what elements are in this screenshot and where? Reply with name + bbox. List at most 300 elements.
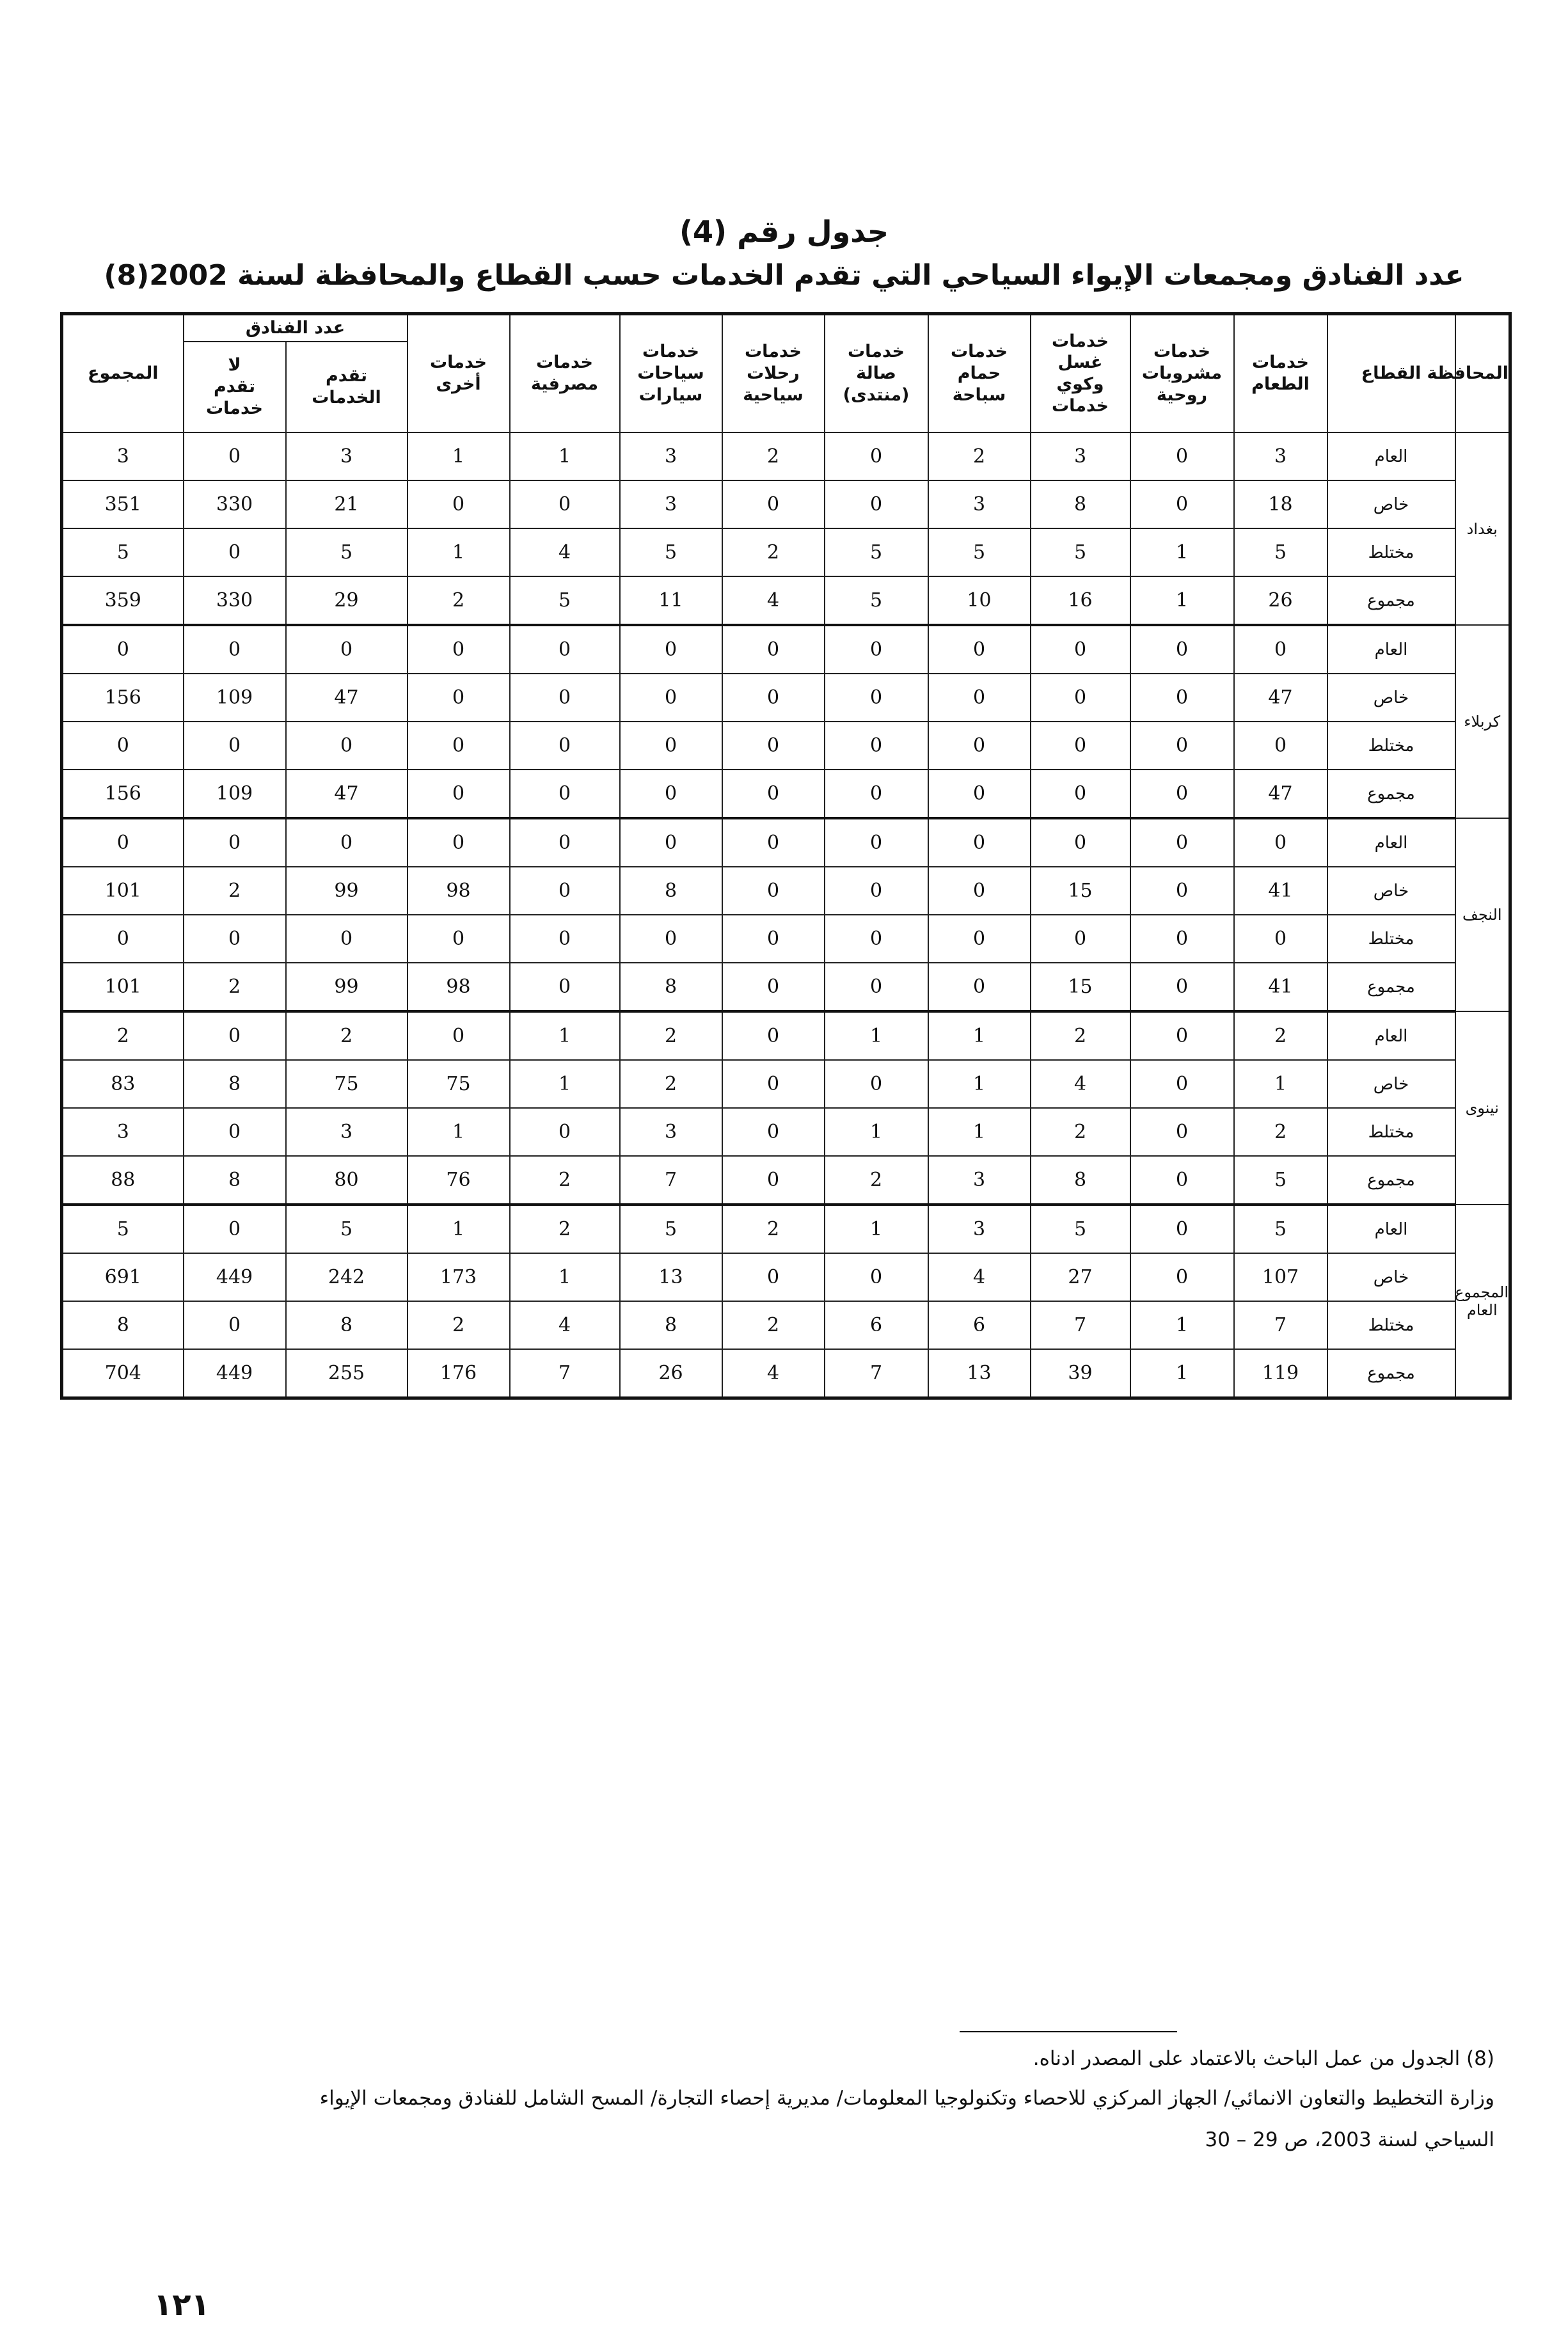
value-cell: 0	[510, 770, 620, 818]
value-cell: 0	[1031, 915, 1130, 963]
value-cell: 2	[928, 432, 1031, 480]
value-cell: 1	[408, 1108, 510, 1156]
value-cell: 2	[184, 963, 286, 1011]
value-cell: 5	[1031, 1205, 1130, 1253]
value-cell: 8	[620, 963, 722, 1011]
value-cell: 0	[825, 818, 928, 867]
value-cell: 4	[928, 1253, 1031, 1301]
value-cell: 449	[184, 1253, 286, 1301]
value-cell: 1	[1130, 576, 1234, 625]
value-cell: 2	[1031, 1011, 1130, 1060]
value-cell: 99	[286, 963, 408, 1011]
value-cell: 5	[825, 528, 928, 576]
page-number: ١٢١	[154, 2287, 210, 2323]
header-line: خدمات	[642, 342, 700, 362]
value-cell: 75	[286, 1060, 408, 1108]
header-line: أخرى	[436, 374, 481, 394]
value-cell: 2	[620, 1011, 722, 1060]
value-cell: 1	[825, 1205, 928, 1253]
value-cell: 330	[184, 480, 286, 528]
value-cell: 5	[825, 576, 928, 625]
table-number: جدول رقم (4)	[679, 214, 889, 249]
value-cell: 3	[286, 432, 408, 480]
value-cell: 101	[62, 867, 184, 915]
value-cell: 4	[510, 1301, 620, 1349]
value-cell: 3	[620, 1108, 722, 1156]
value-cell: 41	[1234, 867, 1327, 915]
sector-cell: العام	[1327, 1205, 1455, 1253]
value-cell: 0	[1130, 432, 1234, 480]
governorate-cell: بغداد	[1455, 432, 1510, 625]
value-cell: 80	[286, 1156, 408, 1205]
value-cell: 0	[1130, 1156, 1234, 1205]
value-cell: 0	[722, 1156, 825, 1205]
sector-cell: خاص	[1327, 1060, 1455, 1108]
sector-cell: مختلط	[1327, 722, 1455, 770]
value-cell: 5	[286, 1205, 408, 1253]
value-cell: 0	[928, 770, 1031, 818]
value-cell: 0	[928, 818, 1031, 867]
value-cell: 1	[510, 1253, 620, 1301]
value-cell: 10	[928, 576, 1031, 625]
value-cell: 47	[286, 674, 408, 722]
value-cell: 0	[408, 915, 510, 963]
value-cell: 0	[1130, 963, 1234, 1011]
value-cell: 2	[1234, 1011, 1327, 1060]
value-cell: 2	[1031, 1108, 1130, 1156]
sector-cell: مجموع	[1327, 963, 1455, 1011]
value-cell: 156	[62, 674, 184, 722]
sector-cell: خاص	[1327, 867, 1455, 915]
header-governorate: المحافظة	[1455, 314, 1510, 433]
table-row	[62, 625, 1510, 674]
value-cell: 119	[1234, 1349, 1327, 1398]
value-cell: 0	[286, 722, 408, 770]
value-cell: 1	[408, 1205, 510, 1253]
table-header	[62, 314, 1510, 433]
sector-cell: مجموع	[1327, 770, 1455, 818]
value-cell: 0	[722, 480, 825, 528]
sector-cell: العام	[1327, 432, 1455, 480]
table-row	[62, 1205, 1510, 1253]
value-cell: 7	[1234, 1301, 1327, 1349]
value-cell: 0	[825, 625, 928, 674]
header-line: خدمات	[1153, 342, 1211, 362]
header-line: خدمات	[535, 352, 594, 373]
header-line: سباحة	[952, 384, 1006, 405]
value-cell: 330	[184, 576, 286, 625]
sector-cell: مجموع	[1327, 576, 1455, 625]
value-cell: 0	[1130, 1253, 1234, 1301]
value-cell: 88	[62, 1156, 184, 1205]
value-cell: 1	[825, 1108, 928, 1156]
hotels-services-table	[60, 312, 1512, 1400]
value-cell: 3	[62, 432, 184, 480]
sector-cell: خاص	[1327, 480, 1455, 528]
value-cell: 0	[184, 528, 286, 576]
value-cell: 8	[1031, 1156, 1130, 1205]
value-cell: 1	[825, 1011, 928, 1060]
value-cell: 0	[184, 1301, 286, 1349]
table-row	[62, 432, 1510, 480]
value-cell: 0	[620, 915, 722, 963]
header-line: خدمات	[744, 342, 802, 362]
header-total: المجموع	[62, 314, 184, 433]
value-cell: 2	[510, 1156, 620, 1205]
value-cell: 0	[62, 915, 184, 963]
table-row	[62, 915, 1510, 963]
value-cell: 0	[928, 867, 1031, 915]
value-cell: 4	[722, 576, 825, 625]
value-cell: 5	[928, 528, 1031, 576]
value-cell: 2	[408, 576, 510, 625]
value-cell: 0	[1130, 625, 1234, 674]
value-cell: 0	[510, 722, 620, 770]
header-line: خدمات	[1051, 395, 1109, 416]
value-cell: 15	[1031, 867, 1130, 915]
header-line: تقدم	[214, 377, 255, 397]
value-cell: 3	[286, 1108, 408, 1156]
value-cell: 2	[510, 1205, 620, 1253]
value-cell: 47	[1234, 770, 1327, 818]
value-cell: 26	[620, 1349, 722, 1398]
header-spirits	[1130, 314, 1234, 433]
value-cell: 0	[408, 722, 510, 770]
table-row	[62, 1060, 1510, 1108]
value-cell: 1	[1130, 1349, 1234, 1398]
value-cell: 109	[184, 770, 286, 818]
value-cell: 5	[286, 528, 408, 576]
value-cell: 0	[1130, 1108, 1234, 1156]
table-row	[62, 1156, 1510, 1205]
header-food	[1234, 314, 1327, 433]
header-line: وكوي	[1056, 374, 1104, 394]
value-cell: 0	[184, 432, 286, 480]
table-row	[62, 1349, 1510, 1398]
value-cell: 0	[408, 770, 510, 818]
value-cell: 242	[286, 1253, 408, 1301]
value-cell: 0	[1130, 674, 1234, 722]
value-cell: 0	[825, 1253, 928, 1301]
value-cell: 26	[1234, 576, 1327, 625]
header-line: لا	[228, 355, 241, 376]
value-cell: 2	[722, 1205, 825, 1253]
value-cell: 3	[928, 1205, 1031, 1253]
header-line: تقدم	[326, 366, 367, 386]
sector-cell: مختلط	[1327, 915, 1455, 963]
value-cell: 16	[1031, 576, 1130, 625]
value-cell: 109	[184, 674, 286, 722]
value-cell: 2	[620, 1060, 722, 1108]
header-provide	[286, 342, 408, 432]
value-cell: 0	[1031, 818, 1130, 867]
value-cell: 0	[722, 1108, 825, 1156]
value-cell: 0	[1130, 1205, 1234, 1253]
value-cell: 0	[620, 674, 722, 722]
value-cell: 0	[184, 1011, 286, 1060]
footnote-separator	[960, 2031, 1177, 2032]
value-cell: 0	[62, 818, 184, 867]
sector-cell: مختلط	[1327, 1301, 1455, 1349]
sector-cell: مجموع	[1327, 1156, 1455, 1205]
value-cell: 0	[62, 722, 184, 770]
value-cell: 0	[620, 722, 722, 770]
value-cell: 449	[184, 1349, 286, 1398]
value-cell: 101	[62, 963, 184, 1011]
value-cell: 83	[62, 1060, 184, 1108]
value-cell: 0	[825, 480, 928, 528]
value-cell: 2	[184, 867, 286, 915]
value-cell: 8	[620, 1301, 722, 1349]
value-cell: 0	[184, 1205, 286, 1253]
value-cell: 0	[286, 625, 408, 674]
value-cell: 255	[286, 1349, 408, 1398]
value-cell: 0	[722, 963, 825, 1011]
value-cell: 1	[1234, 1060, 1327, 1108]
value-cell: 0	[722, 1060, 825, 1108]
header-other	[408, 314, 510, 433]
value-cell: 0	[510, 915, 620, 963]
value-cell: 0	[510, 625, 620, 674]
value-cell: 98	[408, 867, 510, 915]
table-body	[62, 432, 1510, 1398]
header-line: مشروبات	[1141, 363, 1223, 384]
value-cell: 99	[286, 867, 408, 915]
value-cell: 1	[510, 1011, 620, 1060]
value-cell: 0	[286, 915, 408, 963]
value-cell: 0	[62, 625, 184, 674]
value-cell: 0	[1234, 625, 1327, 674]
value-cell: 0	[184, 818, 286, 867]
header-line: خدمات	[847, 342, 905, 362]
value-cell: 5	[510, 576, 620, 625]
value-cell: 5	[620, 1205, 722, 1253]
header-laundry	[1031, 314, 1130, 433]
header-bath	[928, 314, 1031, 433]
sector-cell: مختلط	[1327, 1108, 1455, 1156]
table-row	[62, 480, 1510, 528]
header-line: خدمات	[950, 342, 1008, 362]
value-cell: 0	[1234, 722, 1327, 770]
governorate-cell: كربلاء	[1455, 625, 1510, 818]
value-cell: 359	[62, 576, 184, 625]
value-cell: 0	[620, 625, 722, 674]
value-cell: 0	[408, 625, 510, 674]
value-cell: 0	[1130, 480, 1234, 528]
value-cell: 8	[62, 1301, 184, 1349]
value-cell: 39	[1031, 1349, 1130, 1398]
value-cell: 2	[722, 432, 825, 480]
value-cell: 41	[1234, 963, 1327, 1011]
header-line: خدمات	[205, 398, 264, 418]
value-cell: 0	[184, 625, 286, 674]
value-cell: 98	[408, 963, 510, 1011]
value-cell: 156	[62, 770, 184, 818]
header-line: غسل	[1057, 352, 1103, 373]
sector-cell: العام	[1327, 818, 1455, 867]
value-cell: 18	[1234, 480, 1327, 528]
value-cell: 3	[928, 1156, 1031, 1205]
table-row	[62, 818, 1510, 867]
value-cell: 0	[1234, 818, 1327, 867]
table-row	[62, 867, 1510, 915]
value-cell: 6	[825, 1301, 928, 1349]
value-cell: 0	[1130, 1011, 1234, 1060]
value-cell: 7	[1031, 1301, 1130, 1349]
header-line: خدمات	[1251, 352, 1310, 373]
value-cell: 2	[286, 1011, 408, 1060]
table-row	[62, 528, 1510, 576]
value-cell: 2	[825, 1156, 928, 1205]
table-row	[62, 1011, 1510, 1060]
value-cell: 0	[825, 1060, 928, 1108]
value-cell: 15	[1031, 963, 1130, 1011]
sector-cell: خاص	[1327, 674, 1455, 722]
value-cell: 0	[408, 818, 510, 867]
value-cell: 47	[1234, 674, 1327, 722]
value-cell: 6	[928, 1301, 1031, 1349]
value-cell: 0	[928, 915, 1031, 963]
value-cell: 0	[928, 674, 1031, 722]
table-row	[62, 1301, 1510, 1349]
value-cell: 0	[825, 432, 928, 480]
value-cell: 7	[620, 1156, 722, 1205]
value-cell: 0	[1130, 722, 1234, 770]
value-cell: 76	[408, 1156, 510, 1205]
value-cell: 3	[928, 480, 1031, 528]
value-cell: 0	[1234, 915, 1327, 963]
sector-cell: مختلط	[1327, 528, 1455, 576]
value-cell: 4	[722, 1349, 825, 1398]
header-line: مصرفية	[530, 374, 599, 394]
value-cell: 2	[722, 1301, 825, 1349]
value-cell: 0	[722, 818, 825, 867]
value-cell: 8	[620, 867, 722, 915]
header-hotels-group: عدد الفنادق	[184, 314, 408, 342]
table-row	[62, 674, 1510, 722]
footnote-1: (8) الجدول من عمل الباحث بالاعتماد على المصدر ادناه.	[1033, 2047, 1494, 2070]
header-line: رحلات	[747, 363, 800, 384]
value-cell: 3	[620, 480, 722, 528]
value-cell: 1	[1130, 1301, 1234, 1349]
value-cell: 0	[620, 818, 722, 867]
value-cell: 3	[620, 432, 722, 480]
value-cell: 1	[928, 1011, 1031, 1060]
header-hall	[825, 314, 928, 433]
value-cell: 0	[184, 722, 286, 770]
value-cell: 0	[510, 867, 620, 915]
value-cell: 5	[62, 1205, 184, 1253]
value-cell: 3	[62, 1108, 184, 1156]
value-cell: 2	[408, 1301, 510, 1349]
value-cell: 0	[722, 867, 825, 915]
value-cell: 0	[184, 1108, 286, 1156]
value-cell: 0	[510, 1108, 620, 1156]
value-cell: 0	[1031, 770, 1130, 818]
value-cell: 7	[825, 1349, 928, 1398]
header-line: سياحية	[743, 384, 804, 405]
value-cell: 0	[408, 1011, 510, 1060]
value-cell: 0	[1031, 625, 1130, 674]
governorate-cell: نينوى	[1455, 1011, 1510, 1205]
value-cell: 0	[722, 1011, 825, 1060]
value-cell: 75	[408, 1060, 510, 1108]
value-cell: 7	[510, 1349, 620, 1398]
value-cell: 0	[408, 480, 510, 528]
value-cell: 27	[1031, 1253, 1130, 1301]
header-line: حمام	[957, 363, 1001, 384]
value-cell: 704	[62, 1349, 184, 1398]
value-cell: 0	[825, 915, 928, 963]
header-not-provide	[184, 342, 286, 432]
header-line: الطعام	[1251, 374, 1310, 394]
value-cell: 0	[510, 818, 620, 867]
value-cell: 0	[1130, 1060, 1234, 1108]
header-line: الخدمات	[312, 388, 381, 407]
value-cell: 107	[1234, 1253, 1327, 1301]
value-cell: 3	[1031, 432, 1130, 480]
value-cell: 0	[286, 818, 408, 867]
value-cell: 0	[510, 963, 620, 1011]
value-cell: 0	[184, 915, 286, 963]
value-cell: 0	[722, 625, 825, 674]
value-cell: 47	[286, 770, 408, 818]
value-cell: 1	[408, 432, 510, 480]
value-cell: 0	[722, 1253, 825, 1301]
value-cell: 13	[620, 1253, 722, 1301]
value-cell: 5	[1234, 1205, 1327, 1253]
value-cell: 21	[286, 480, 408, 528]
value-cell: 13	[928, 1349, 1031, 1398]
table-row	[62, 576, 1510, 625]
value-cell: 0	[928, 963, 1031, 1011]
header-line: (منتدى)	[843, 384, 910, 405]
value-cell: 1	[1130, 528, 1234, 576]
value-cell: 1	[928, 1060, 1031, 1108]
value-cell: 0	[928, 625, 1031, 674]
value-cell: 29	[286, 576, 408, 625]
header-line: خدمات	[1051, 331, 1109, 351]
value-cell: 4	[510, 528, 620, 576]
header-cars	[620, 314, 722, 433]
value-cell: 5	[1031, 528, 1130, 576]
value-cell: 0	[722, 915, 825, 963]
value-cell: 0	[825, 674, 928, 722]
value-cell: 0	[1031, 722, 1130, 770]
value-cell: 4	[1031, 1060, 1130, 1108]
value-cell: 5	[1234, 1156, 1327, 1205]
value-cell: 0	[825, 770, 928, 818]
value-cell: 691	[62, 1253, 184, 1301]
value-cell: 5	[620, 528, 722, 576]
table-row	[62, 770, 1510, 818]
footnote-2: وزارة التخطيط والتعاون الانمائي/ الجهاز المركزي للاحصاء وتكنولوجيا المعلومات/ مديرية إحصاء التجارة/ المسح الشامل للفنادق ومجمعات الإيواء	[319, 2087, 1494, 2110]
value-cell: 0	[510, 480, 620, 528]
value-cell: 8	[184, 1060, 286, 1108]
value-cell: 0	[1130, 818, 1234, 867]
value-cell: 0	[1130, 770, 1234, 818]
value-cell: 5	[62, 528, 184, 576]
value-cell: 1	[510, 1060, 620, 1108]
governorate-cell: المجموع العام	[1455, 1205, 1510, 1398]
table-row	[62, 722, 1510, 770]
value-cell: 8	[286, 1301, 408, 1349]
table-row	[62, 1108, 1510, 1156]
table-title: عدد الفنادق ومجمعات الإيواء السياحي التي تقدم الخدمات حسب القطاع والمحافظة لسنة 2002(8)	[104, 259, 1464, 292]
value-cell: 0	[408, 674, 510, 722]
value-cell: 8	[184, 1156, 286, 1205]
value-cell: 3	[1234, 432, 1327, 480]
